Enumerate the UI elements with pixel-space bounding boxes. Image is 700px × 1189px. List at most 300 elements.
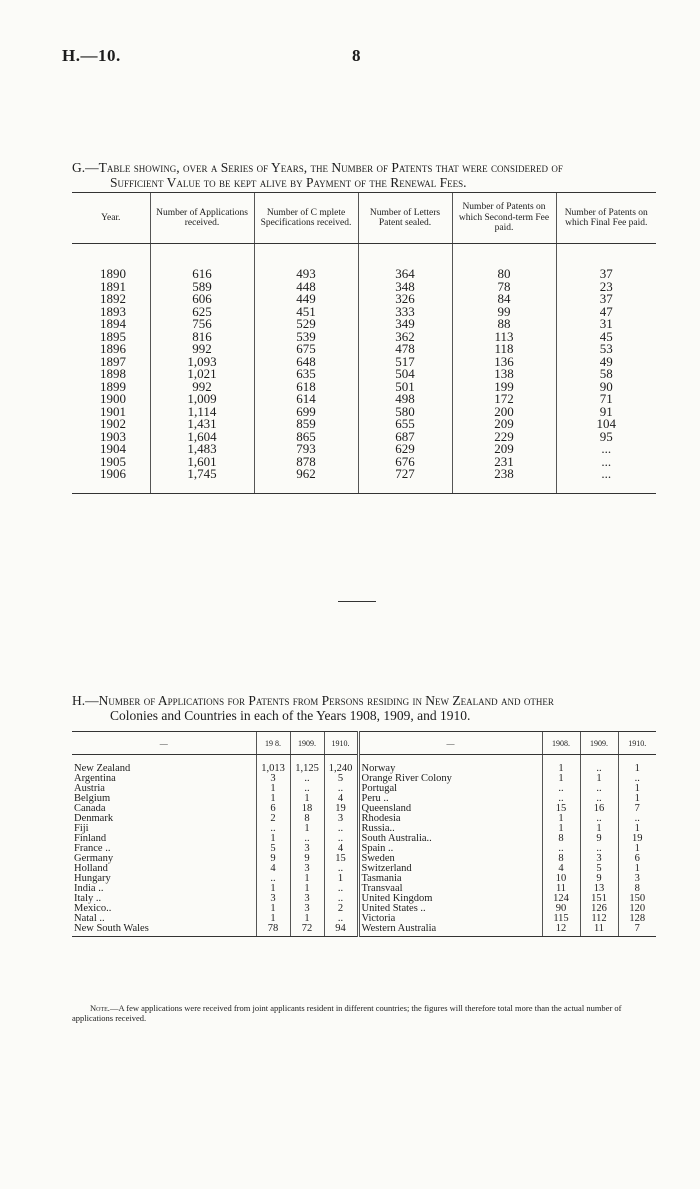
table-h-right-country: Norway (358, 755, 542, 775)
table-g-cell-second-term: 136 (452, 356, 556, 369)
table-g-row (72, 393, 656, 406)
table-h-right-count-1910: 120 (618, 904, 656, 914)
table-h-right-count-1908: 1 (542, 755, 580, 775)
table-g-header-row (72, 193, 656, 244)
table-g-cell-second-term: 84 (452, 293, 556, 306)
table-h-row (72, 844, 656, 854)
table-g-cell-final-fee: ... (556, 443, 656, 456)
footnote-text: —A few applications were received from joint applicants resident in different countries; the figures will therefore total more than the actual number of applications received. (72, 1003, 622, 1023)
table-g-cell-final-fee: 47 (556, 306, 656, 319)
table-h-right-count-1910: 1 (618, 794, 656, 804)
table-g-cell-applications: 616 (150, 244, 254, 281)
table-h-left-count-1909: 1 (290, 794, 324, 804)
table-h-left-country: Germany (74, 854, 114, 864)
table-g-row (72, 468, 656, 493)
table-g-cell-year: 1903 (100, 428, 126, 444)
table-g-cell-sealed: 333 (358, 306, 452, 319)
table-h-left-count-1908: 3 (256, 894, 290, 904)
table-h-left-country: Hungary (74, 874, 111, 884)
table-h-left-count-1908: 1,013 (256, 755, 290, 775)
table-g-row (72, 331, 656, 344)
table-h-row (72, 884, 656, 894)
table-g-cell-final-fee: 23 (556, 281, 656, 294)
table-h-left-count-1908: 3 (256, 774, 290, 784)
table-h-left-country: India .. (74, 884, 104, 894)
table-h-left-country: Austria (74, 784, 105, 794)
table-g-cell-applications: 1,021 (150, 368, 254, 381)
table-h-right-country: Sweden (358, 854, 542, 864)
table-g-cell-applications: 1,483 (150, 443, 254, 456)
table-g-cell-specifications: 962 (254, 468, 358, 493)
table-g-cell-applications: 1,431 (150, 418, 254, 431)
table-h-right-country: Orange River Colony (358, 774, 542, 784)
table-g-cell-final-fee: 45 (556, 331, 656, 344)
table-g-cell-year: 1897 (100, 353, 126, 369)
table-g-row (72, 356, 656, 369)
table-h-letter: H. (72, 693, 86, 708)
table-g-cell-sealed: 629 (358, 443, 452, 456)
table-h-right-count-1909: 13 (580, 884, 618, 894)
table-h-left-count-1909: 1 (290, 824, 324, 834)
table-g-cell-specifications: 493 (254, 244, 358, 281)
table-g-cell-applications: 606 (150, 293, 254, 306)
table-h-right-count-1908: 124 (542, 894, 580, 904)
table-h-left-count-1910: .. (324, 824, 358, 834)
table-h-right-count-1908: 11 (542, 884, 580, 894)
page-number: 8 (352, 46, 361, 65)
table-g-cell-applications: 992 (150, 343, 254, 356)
table-g-cell-applications: 1,093 (150, 356, 254, 369)
table-g-caption (72, 160, 662, 190)
table-g-cell-year: 1899 (100, 378, 126, 394)
table-h-left-count-1908: 5 (256, 844, 290, 854)
table-h-left-count-1910: 4 (324, 794, 358, 804)
table-g-cell-final-fee: 37 (556, 244, 656, 281)
table-g-col-final-fee: Number of Patents on which Final Fee paid. (556, 193, 656, 244)
table-g-cell-applications: 1,745 (150, 468, 254, 493)
table-g-caption-line2: Sufficient Value to be kept alive by Payment of the Renewal Fees. (110, 175, 467, 190)
table-g-caption-line1: —Table showing, over a Series of Years, the Number of Patents that were considered of (85, 160, 563, 175)
table-g (72, 192, 656, 494)
table-h-row (72, 874, 656, 884)
table-h-right-count-1909: .. (580, 784, 618, 794)
table-g-cell-specifications: 648 (254, 356, 358, 369)
table-h-right-count-1908: 12 (542, 924, 580, 937)
table-h-left-country: Holland (74, 864, 108, 874)
table-g-cell-specifications: 614 (254, 393, 358, 406)
table-h-left-col-1908: 19 8. (256, 732, 290, 755)
table-h-right-count-1909: 5 (580, 864, 618, 874)
table-h-row (72, 894, 656, 904)
table-h-left-country: France .. (74, 844, 111, 854)
table-h-left-country: Denmark (74, 814, 114, 824)
table-g-row (72, 418, 656, 431)
table-h-left-country: Canada (74, 804, 106, 814)
table-h-right-count-1908: .. (542, 784, 580, 794)
table-h-left-country: Fiji (74, 824, 89, 834)
table-h-right-count-1910: 128 (618, 914, 656, 924)
table-g-cell-year: 1898 (100, 366, 126, 381)
table-h-row (72, 924, 656, 937)
table-h-right-count-1910: .. (618, 814, 656, 824)
table-g-cell-second-term: 199 (452, 381, 556, 394)
table-h-right-count-1908: 115 (542, 914, 580, 924)
table-h-right-count-1909: 16 (580, 804, 618, 814)
table-h-left-count-1908: 1 (256, 904, 290, 914)
table-h-right-country: Peru .. (358, 794, 542, 804)
table-g-cell-final-fee: ... (556, 456, 656, 469)
table-g-cell-second-term: 88 (452, 318, 556, 331)
table-g-cell-final-fee: 53 (556, 343, 656, 356)
table-h-left-count-1908: 9 (256, 854, 290, 864)
table-g-cell-second-term: 200 (452, 406, 556, 419)
table-h-left-col-name: — (72, 732, 256, 755)
table-h-right-count-1908: .. (542, 844, 580, 854)
table-g-cell-applications: 1,009 (150, 393, 254, 406)
table-h-row (72, 794, 656, 804)
table-h-left-count-1909: 8 (290, 814, 324, 824)
table-g-row (72, 456, 656, 469)
table-h-left-count-1909: 9 (290, 854, 324, 864)
table-h-left-count-1910: 94 (324, 924, 358, 937)
table-g-cell-specifications: 878 (254, 456, 358, 469)
table-h-left-count-1908: 1 (256, 884, 290, 894)
table-g-cell-second-term: 229 (452, 431, 556, 444)
table-h-right-country: Queensland (358, 804, 542, 814)
table-h-right-count-1909: .. (580, 844, 618, 854)
table-h-right-count-1910: 8 (618, 884, 656, 894)
table-h-right-col-name: — (358, 732, 542, 755)
table-h-left-count-1910: 19 (324, 804, 358, 814)
table-h-left-country: Mexico.. (74, 904, 112, 914)
table-h-right-count-1909: .. (580, 794, 618, 804)
table-h-left-count-1910: .. (324, 784, 358, 794)
table-g-cell-second-term: 172 (452, 393, 556, 406)
table-h-left-count-1910: .. (324, 834, 358, 844)
table-h-right-count-1910: 1 (618, 864, 656, 874)
table-g-cell-year: 1905 (100, 453, 126, 469)
table-h-right-col-1908: 1908. (542, 732, 580, 755)
table-g-cell-specifications: 635 (254, 368, 358, 381)
section-divider (338, 601, 376, 602)
table-g-cell-sealed: 727 (358, 468, 452, 493)
table-h-right-count-1910: 1 (618, 844, 656, 854)
table-h-right-count-1909: 151 (580, 894, 618, 904)
table-h-right-country: United Kingdom (358, 894, 542, 904)
table-h-left-count-1910: 5 (324, 774, 358, 784)
table-h-right-country: Portugal (358, 784, 542, 794)
table-h-left-count-1909: 72 (290, 924, 324, 937)
table-g-cell-specifications: 448 (254, 281, 358, 294)
table-g-cell-applications: 816 (150, 331, 254, 344)
table-h-right-count-1908: 8 (542, 834, 580, 844)
table-g-cell-specifications: 675 (254, 343, 358, 356)
table-g-cell-sealed: 362 (358, 331, 452, 344)
table-g-cell-second-term: 238 (452, 468, 556, 493)
table-h-left-country: New South Wales (72, 924, 256, 937)
table-h-right-count-1910: 7 (618, 804, 656, 814)
table-h-left-count-1910: 2 (324, 904, 358, 914)
table-h-right-country: Victoria (358, 914, 542, 924)
table-h-right-count-1910: 150 (618, 894, 656, 904)
table-g-cell-final-fee: 31 (556, 318, 656, 331)
table-h-left-count-1910: 15 (324, 854, 358, 864)
table-h-right-count-1909: 112 (580, 914, 618, 924)
table-g-row (72, 368, 656, 381)
table-g-cell-year: 1896 (100, 341, 126, 356)
table-h-left-count-1909: 1 (290, 884, 324, 894)
table-h-caption-line2: Colonies and Countries in each of the Years 1908, 1909, and 1910. (110, 708, 471, 723)
table-h-left-count-1909: 3 (290, 894, 324, 904)
table-h-right-count-1910: 3 (618, 874, 656, 884)
table-h-right-col-1909: 1909. (580, 732, 618, 755)
table-g-col-sealed: Number of Letters Patent sealed. (358, 193, 452, 244)
table-h-right-count-1908: 1 (542, 824, 580, 834)
table-h-right-country: Russia.. (358, 824, 542, 834)
document-reference: H.—10. (62, 46, 121, 65)
table-g-cell-year: 1894 (100, 316, 126, 331)
table-g-cell-year: 1901 (100, 403, 126, 419)
table-h-row (72, 914, 656, 924)
table-h-left-count-1909: 3 (290, 844, 324, 854)
table-h-left-count-1908: 1 (256, 784, 290, 794)
table-h-right-count-1909: 126 (580, 904, 618, 914)
table-h-row (72, 864, 656, 874)
table-g-cell-sealed: 478 (358, 343, 452, 356)
table-h-right-col-1910: 1910. (618, 732, 656, 755)
table-g-cell-final-fee: 95 (556, 431, 656, 444)
table-g-cell-final-fee: 49 (556, 356, 656, 369)
table-h-right-count-1909: 1 (580, 774, 618, 784)
table-h (72, 731, 656, 937)
table-h-left-country: Argentina (74, 774, 116, 784)
table-g-cell-year: 1906 (72, 468, 150, 493)
table-h-left-count-1909: 18 (290, 804, 324, 814)
table-h-right-count-1910: .. (618, 774, 656, 784)
table-h-row (72, 784, 656, 794)
table-h-right-count-1910: 19 (618, 834, 656, 844)
table-h-right-count-1909: 3 (580, 854, 618, 864)
table-h-left-count-1910: .. (324, 914, 358, 924)
table-g-row (72, 343, 656, 356)
table-g-cell-year: 1892 (100, 291, 126, 306)
table-g-cell-applications: 992 (150, 381, 254, 394)
table-h-right-count-1908: 90 (542, 904, 580, 914)
table-g-cell-final-fee: ... (556, 468, 656, 493)
table-g-cell-sealed: 348 (358, 281, 452, 294)
table-h-right-count-1908: 8 (542, 854, 580, 864)
table-g-row (72, 406, 656, 419)
table-h-right-count-1909: 9 (580, 834, 618, 844)
table-h-left-count-1909: .. (290, 784, 324, 794)
table-g-col-specifications: Number of C mplete Specifications received. (254, 193, 358, 244)
table-g-cell-applications: 1,114 (150, 406, 254, 419)
table-g-cell-second-term: 209 (452, 443, 556, 456)
table-g-cell-specifications: 451 (254, 306, 358, 319)
table-g-cell-applications: 1,601 (150, 456, 254, 469)
table-h-row (72, 814, 656, 824)
table-g-row (72, 244, 656, 281)
table-h-right-country: Rhodesia (358, 814, 542, 824)
table-g-cell-final-fee: 90 (556, 381, 656, 394)
table-h-right-count-1908: 15 (542, 804, 580, 814)
table-g-cell-sealed: 498 (358, 393, 452, 406)
table-h-left-count-1909: .. (290, 834, 324, 844)
table-h-footnote (72, 1003, 662, 1023)
table-g-cell-second-term: 118 (452, 343, 556, 356)
table-g-cell-final-fee: 37 (556, 293, 656, 306)
table-h-left-country: Belgium (74, 794, 111, 804)
table-h-left-count-1910: .. (324, 884, 358, 894)
table-g-cell-specifications: 529 (254, 318, 358, 331)
table-h-row (72, 834, 656, 844)
table-g-cell-specifications: 449 (254, 293, 358, 306)
table-h-row (72, 904, 656, 914)
table-h-left-country: Italy .. (74, 894, 102, 904)
table-g-cell-sealed: 655 (358, 418, 452, 431)
table-g-cell-year: 1890 (100, 266, 126, 281)
table-h-left-country: Natal .. (74, 914, 105, 924)
table-g-cell-second-term: 78 (452, 281, 556, 294)
table-h-right-count-1909: 1 (580, 824, 618, 834)
table-h-caption-line1: —Number of Applications for Patents from Persons residing in New Zealand and other (85, 693, 554, 708)
table-g-row (72, 381, 656, 394)
table-h-right-count-1908: 4 (542, 864, 580, 874)
table-g-cell-year: 1891 (100, 278, 126, 294)
table-h-right-count-1908: .. (542, 794, 580, 804)
table-h-left-count-1909: 3 (290, 904, 324, 914)
table-g-col-second-term: Number of Patents on which Second-term Fee paid. (452, 193, 556, 244)
table-h-left-count-1908: 4 (256, 864, 290, 874)
table-h-left-count-1910: .. (324, 864, 358, 874)
table-g-cell-second-term: 138 (452, 368, 556, 381)
footnote-label: Note. (90, 1003, 110, 1013)
table-h-row (72, 755, 656, 775)
table-h-left-count-1909: 1 (290, 914, 324, 924)
table-h-left-count-1908: .. (256, 824, 290, 834)
table-h-left-count-1908: 1 (256, 914, 290, 924)
table-g-row (72, 318, 656, 331)
table-h-left-count-1908: 1 (256, 834, 290, 844)
table-g-cell-year: 1895 (100, 328, 126, 344)
table-h-row (72, 774, 656, 784)
table-h-right-country: Transvaal (358, 884, 542, 894)
table-h-right-country: Western Australia (358, 924, 542, 937)
table-h-left-count-1909: 1,125 (290, 755, 324, 775)
table-g-cell-year: 1904 (100, 441, 126, 456)
table-h-right-country: South Australia.. (358, 834, 542, 844)
table-g-cell-final-fee: 71 (556, 393, 656, 406)
table-g-cell-applications: 625 (150, 306, 254, 319)
table-h-right-count-1910: 6 (618, 854, 656, 864)
table-h-left-count-1908: 6 (256, 804, 290, 814)
table-g-cell-applications: 589 (150, 281, 254, 294)
table-g-row (72, 306, 656, 319)
table-h-left-count-1910: 1 (324, 874, 358, 884)
table-g-cell-sealed: 349 (358, 318, 452, 331)
table-g-cell-sealed: 687 (358, 431, 452, 444)
table-g-cell-specifications: 793 (254, 443, 358, 456)
table-g-cell-final-fee: 91 (556, 406, 656, 419)
table-h-left-count-1908: 78 (256, 924, 290, 937)
table-g-cell-sealed: 504 (358, 368, 452, 381)
table-h-row (72, 804, 656, 814)
table-g-row (72, 443, 656, 456)
table-h-left-col-1909: 1909. (290, 732, 324, 755)
table-h-left-count-1909: .. (290, 774, 324, 784)
table-g-cell-sealed: 501 (358, 381, 452, 394)
table-h-right-count-1910: 7 (618, 924, 656, 937)
table-h-header-row (72, 732, 656, 755)
table-g-cell-applications: 1,604 (150, 431, 254, 444)
table-g-cell-sealed: 364 (358, 244, 452, 281)
table-h-left-col-1910: 1910. (324, 732, 358, 755)
table-h-left-count-1909: 1 (290, 874, 324, 884)
table-g-row (72, 281, 656, 294)
table-g-row (72, 431, 656, 444)
table-g-cell-applications: 756 (150, 318, 254, 331)
table-h-right-count-1910: 1 (618, 824, 656, 834)
table-h-left-count-1908: .. (256, 874, 290, 884)
table-h-left-count-1909: 3 (290, 864, 324, 874)
table-h-left-count-1910: 3 (324, 814, 358, 824)
table-h-left-count-1910: 1,240 (324, 755, 358, 775)
table-g-cell-final-fee: 58 (556, 368, 656, 381)
table-g-cell-sealed: 676 (358, 456, 452, 469)
table-g-cell-second-term: 209 (452, 418, 556, 431)
table-g-cell-specifications: 859 (254, 418, 358, 431)
table-h-right-count-1909: .. (580, 814, 618, 824)
table-g-col-applications: Number of Applications received. (150, 193, 254, 244)
table-h-right-country: Switzerland (358, 864, 542, 874)
table-h-right-count-1910: 1 (618, 784, 656, 794)
table-h-right-count-1909: 11 (580, 924, 618, 937)
table-h-right-count-1908: 10 (542, 874, 580, 884)
table-h-left-count-1910: .. (324, 894, 358, 904)
table-h-right-count-1908: 1 (542, 814, 580, 824)
table-g-cell-year: 1893 (100, 303, 126, 319)
table-h-left-country: Finland (74, 834, 107, 844)
table-g-cell-specifications: 539 (254, 331, 358, 344)
table-h-right-count-1909: 9 (580, 874, 618, 884)
table-g-cell-specifications: 865 (254, 431, 358, 444)
table-g-cell-specifications: 699 (254, 406, 358, 419)
table-h-left-country: New Zealand (74, 763, 131, 774)
table-h-right-country: Spain .. (358, 844, 542, 854)
table-h-right-count-1910: 1 (618, 755, 656, 775)
table-h-right-country: Tasmania (358, 874, 542, 884)
table-g-cell-sealed: 517 (358, 356, 452, 369)
table-h-right-count-1909: .. (580, 755, 618, 775)
table-g-cell-second-term: 99 (452, 306, 556, 319)
table-g-cell-second-term: 231 (452, 456, 556, 469)
table-g-cell-year: 1900 (100, 391, 126, 406)
table-h-left-count-1910: 4 (324, 844, 358, 854)
table-g-letter: G. (72, 160, 86, 175)
table-g-cell-second-term: 80 (452, 244, 556, 281)
table-g-row (72, 293, 656, 306)
table-g-cell-second-term: 113 (452, 331, 556, 344)
table-g-cell-year: 1902 (100, 416, 126, 431)
table-g-cell-sealed: 580 (358, 406, 452, 419)
table-h-caption (72, 693, 662, 723)
table-h-left-count-1908: 1 (256, 794, 290, 804)
table-h-row (72, 824, 656, 834)
table-h-left-count-1908: 2 (256, 814, 290, 824)
table-h-right-country: United States .. (358, 904, 542, 914)
table-g-cell-specifications: 618 (254, 381, 358, 394)
table-g-cell-final-fee: 104 (556, 418, 656, 431)
